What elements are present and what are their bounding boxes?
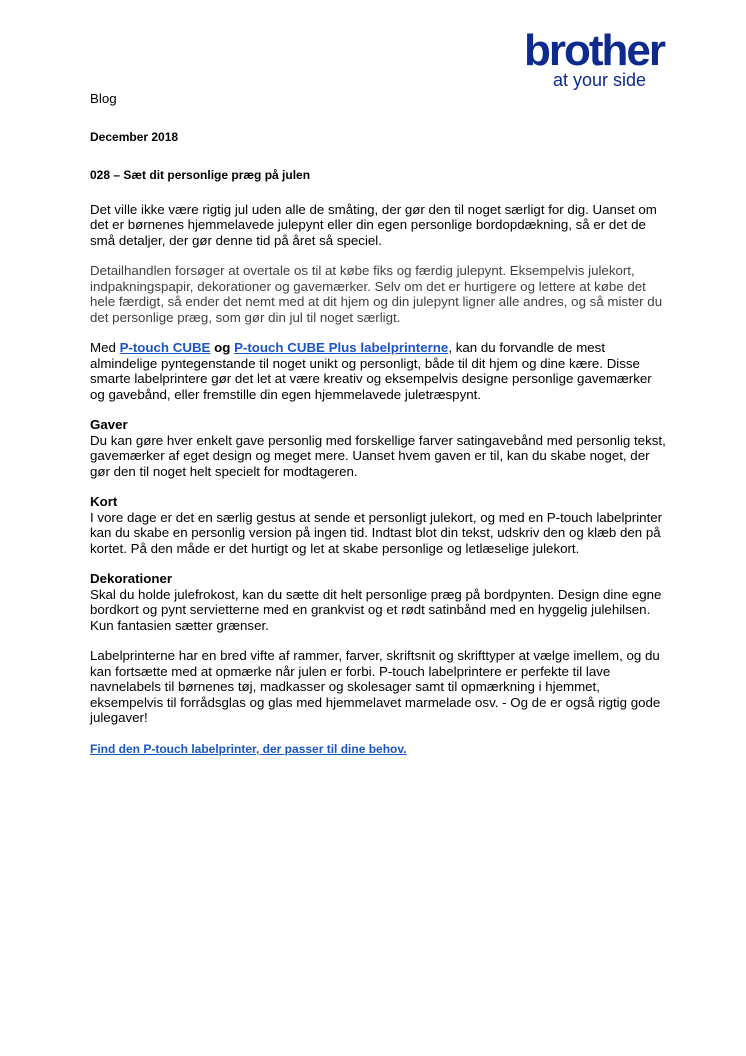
section-dekorationer: [90, 571, 670, 633]
product-paragraph-conjunction: og: [210, 340, 235, 355]
section-text: Skal du holde julefrokost, kan du sætte dit helt personlige præg på bordpynten. Design dine egne bordkort og pynt servietterne med en grankvist og et rødt satinbånd med en hyggelig julehilsen. Kun fantasien sætter grænser.: [90, 586, 662, 633]
retail-paragraph: Detailhandlen forsøger at overtale os til at købe fiks og færdig julepynt. Eksempelvis julekort, indpakningspapir, dekorationer og gavemærker. Selv om det er hurtigere og lettere at købe det hele færdigt, så ender det nemt med at dit hjem og din julepynt ligner alle andres, og så mister du det personlige præg, som gør din jul til noget særligt.: [90, 263, 663, 325]
section-kort: [90, 494, 670, 556]
section-heading: Kort: [90, 494, 118, 509]
product-paragraph-prefix: Med: [90, 340, 120, 355]
post-title: 028 – Sæt dit personlige præg på julen: [90, 168, 311, 182]
brother-logo: [524, 26, 684, 93]
section-gaver: [90, 417, 670, 479]
section-text: Du kan gøre hver enkelt gave personlig med forskellige farver satingavebånd med personlig tekst, gavemærker af eget design og meget mere. Uanset hvem gaven er til, kan du skabe noget, der gør den til noget helt specielt for modtageren.: [90, 432, 666, 479]
ptouch-cube-plus-link[interactable]: P-touch CUBE Plus labelprinterne: [234, 340, 449, 355]
cta-paragraph: [90, 741, 670, 758]
find-printer-link[interactable]: Find den P-touch labelprinter, der passer til dine behov.: [90, 741, 407, 756]
product-paragraph: [90, 340, 670, 402]
section-label: Blog: [90, 91, 117, 106]
intro-paragraph: Det ville ikke være rigtig jul uden alle de småting, der gør den til noget særligt for dig. Uanset om det er børnenes hjemmelavede julepynt eller din egen personlige bordopdækning, så er det de små detaljer, der gør denne tid på året så speciel.: [90, 201, 657, 248]
blog-document: [90, 91, 670, 757]
section-text: I vore dage er det en særlig gestus at sende et personligt julekort, og med en P-touch labelprinter kan du skabe en personlig version på ingen tid. Indtast blot din tekst, udskriv den og klæb den på kortet. På den måde er det hurtigt og let at skabe personlige og letlæselige julekort.: [90, 509, 663, 556]
ptouch-cube-link[interactable]: P-touch CUBE: [119, 340, 211, 355]
product-paragraph-body: , kan du forvandle de mest almindelige pyntegenstande til noget unikt og personligt, både til dit hjem og dine kære. Disse smarte labelprintere gør det let at være kreativ og eksempelvis designe personlige gavemærker og gavebånd, eller fremstille din egen hjemmelavede juletræspynt.: [90, 340, 652, 402]
logo-wordmark: brother: [524, 26, 664, 75]
closing-paragraph: Labelprinterne har en bred vifte af rammer, farver, skriftsnit og skrifttyper at vælge imellem, og du kan fortsætte med at opmærke når julen er forbi. P-touch labelprintere er perfekte til lave navnelabels til børnenes tøj, madkasser og skolesager samt til opmærkning i hjemmet, eksempelvis til forrådsglas og glas med hjemmelavet marmelade osv. - Og de er også rigtig gode julegaver!: [90, 648, 661, 725]
section-heading: Gaver: [90, 417, 128, 432]
logo-tagline: at your side: [553, 70, 647, 90]
post-date: December 2018: [90, 129, 179, 144]
section-heading: Dekorationer: [90, 571, 173, 586]
